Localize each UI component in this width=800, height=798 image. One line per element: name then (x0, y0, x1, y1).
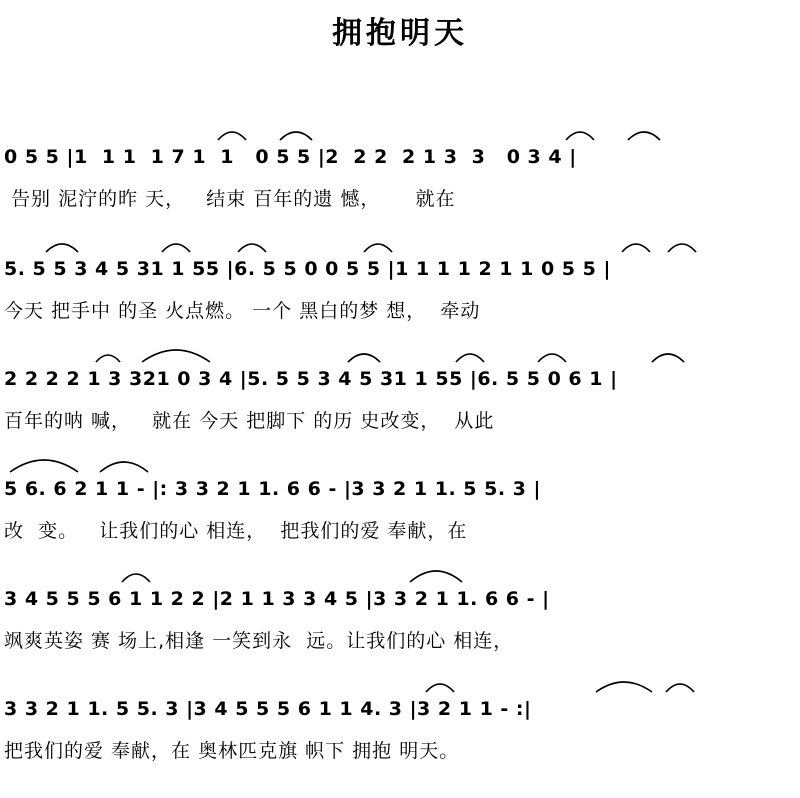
score-line-5 (0, 588, 800, 688)
slur-marks (0, 588, 800, 688)
notation-row: 5 6. 6 2 1 1 - |: 3 3 2 1 1. 6 6 - |3 3 2 1 1. 5 5. 3 | (4, 478, 541, 500)
notation-row: 0 5 5 |1 1 1 1 7 1 1 0 5 5 |2 2 2 2 1 3 3 0 3 4 | (4, 146, 577, 168)
slur-marks (0, 368, 800, 468)
slur-marks (0, 146, 800, 246)
notation-row: 5. 5 5 3 4 5 31 1 55 |6. 5 5 0 0 5 5 |1 1 1 1 2 1 1 0 5 5 | (4, 258, 611, 280)
lyrics-row: 改 变。 让我们的心 相连， 把我们的爱 奉献，在 (4, 520, 468, 542)
lyrics-row: 百年的呐 喊， 就在 今天 把脚下 的历 史改变， 从此 (4, 410, 495, 432)
lyrics-row: 飒爽英姿 赛 场上,相逢 一笑到永 远。让我们的心 相连， (4, 630, 514, 652)
notation-row: 2 2 2 2 1 3 321 0 3 4 |5. 5 5 3 4 5 31 1 55 |6. 5 5 0 6 1 | (4, 368, 618, 390)
notation-row: 3 4 5 5 5 6 1 1 2 2 |2 1 1 3 3 4 5 |3 3 2 1 1. 6 6 - | (4, 588, 550, 610)
score-line-4 (0, 478, 800, 578)
slur-marks (0, 258, 800, 358)
lyrics-row: 告别 泥泞的昨 天， 结束 百年的遗 憾， 就在 (4, 188, 456, 210)
song-title: 拥抱明天 (332, 16, 468, 51)
lyrics-row: 今天 把手中 的圣 火点燃。 一个 黑白的梦 想， 牵动 (4, 300, 481, 322)
score-line-3 (0, 368, 800, 468)
score-line-6 (0, 698, 800, 798)
lyrics-row: 把我们的爱 奉献，在 奥林匹克旗 帜下 拥抱 明天。 (4, 740, 460, 762)
slur-marks (0, 698, 800, 798)
score-line-1 (0, 146, 800, 246)
score-line-2 (0, 258, 800, 358)
slur-marks (0, 478, 800, 578)
notation-row: 3 3 2 1 1. 5 5. 3 |3 4 5 5 5 6 1 1 4. 3 |3 2 1 1 - :| (4, 698, 532, 720)
